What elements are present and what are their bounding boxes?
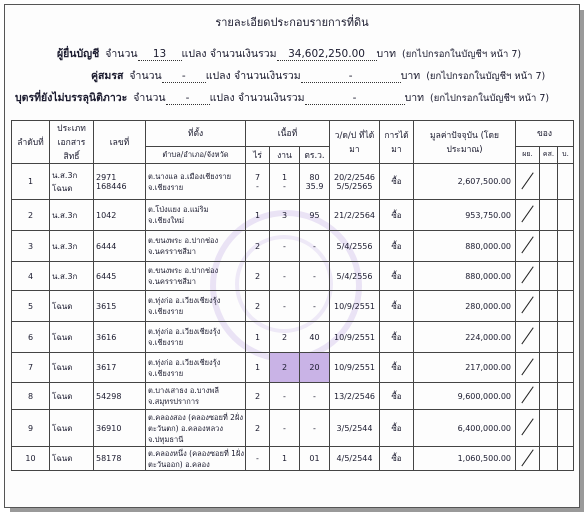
cell-ngan <box>270 262 300 291</box>
cell-wa <box>300 353 330 383</box>
cell-value: - <box>283 391 286 401</box>
cell-rai <box>246 164 270 200</box>
cell-own-self <box>516 383 540 410</box>
cell-acquire: ซื้อ <box>380 353 414 383</box>
page-title: รายละเอียดประกอบรายการที่ดิน <box>215 16 369 29</box>
cell-value: - <box>313 271 316 281</box>
cell-doc-no <box>94 200 146 231</box>
cell-line: 80 <box>309 172 320 182</box>
cell-ngan <box>270 231 300 262</box>
cell-value: - <box>313 391 316 401</box>
cell-value: 5/4/2556 <box>336 241 373 251</box>
cell-no: 4 <box>12 262 50 291</box>
cell-own-spouse <box>540 410 558 447</box>
cell-acquire: ซื้อ <box>380 200 414 231</box>
cell-value: 58178 <box>96 454 122 463</box>
table-row <box>12 164 574 200</box>
summary-note: (ยกไปกรอกในบัญชีฯ หน้า 7) <box>430 93 550 104</box>
cell-ngan <box>270 353 300 383</box>
cell-line: น.ส.3ก <box>52 170 78 180</box>
summary-amount: 34,602,250.00 <box>277 48 377 61</box>
cell-value: - <box>313 301 316 311</box>
cell-ngan <box>270 383 300 410</box>
table-row <box>12 322 574 353</box>
table-row <box>12 200 574 231</box>
summary-currency: บาท <box>400 70 421 82</box>
summary-amount: - <box>305 92 405 105</box>
col-acquire: การได้มา <box>380 121 414 164</box>
cell-own-self <box>516 447 540 471</box>
summary-note: (ยกไปกรอกในบัญชีฯ หน้า 7) <box>426 71 546 82</box>
cell-doc-no <box>94 410 146 447</box>
cell-value: น.ส.3ก <box>52 241 78 251</box>
cell-own-child <box>558 383 574 410</box>
cell-rai <box>246 353 270 383</box>
cell-doc-no <box>94 353 146 383</box>
cell-ngan <box>270 164 300 200</box>
cell-date <box>330 353 380 383</box>
cell-value: 1,060,500.00 <box>414 447 516 471</box>
cell-location: ต.คลองหนึ่ง (คลองซอยที่ 1ฝั่งตะวันออก) อ.คลอง <box>146 447 246 471</box>
cell-location: ต.นางแล อ.เมืองเชียงราย จ.เชียงราย <box>146 164 246 200</box>
cell-own-spouse <box>540 322 558 353</box>
cell-value: 2 <box>281 363 288 372</box>
cell-value: 36910 <box>96 423 122 433</box>
cell-own-child <box>558 447 574 471</box>
cell-value: - <box>283 241 286 251</box>
cell-value: 2 <box>254 241 261 251</box>
summary-amount-label: แปลง จำนวนเงินรวม <box>181 48 277 60</box>
cell-value: 880,000.00 <box>414 231 516 262</box>
check-mark-icon <box>521 449 535 467</box>
cell-value: - <box>283 423 286 433</box>
cell-date <box>330 410 380 447</box>
cell-rai <box>246 447 270 471</box>
cell-date <box>330 262 380 291</box>
summary-note: (ยกไปกรอกในบัญชีฯ หน้า 7) <box>402 49 522 60</box>
cell-value: 3 <box>281 210 288 220</box>
cell-value: 2 <box>254 423 261 433</box>
check-mark-icon <box>521 172 535 190</box>
cell-no: 3 <box>12 231 50 262</box>
cell-own-spouse <box>540 447 558 471</box>
cell-date <box>330 200 380 231</box>
cell-rai <box>246 231 270 262</box>
cell-rai <box>246 410 270 447</box>
cell-date <box>330 231 380 262</box>
cell-ngan <box>270 322 300 353</box>
check-mark-icon <box>521 236 535 254</box>
cell-location: ต.ทุ่งก่อ อ.เวียงเชียงรุ้ง จ.เชียงราย <box>146 291 246 322</box>
check-mark-icon <box>521 266 535 284</box>
cell-value: - <box>283 301 286 311</box>
cell-value: 95 <box>309 210 320 220</box>
table-row <box>12 447 574 471</box>
cell-doc-type <box>50 200 94 231</box>
cell-value: 2 <box>254 271 261 281</box>
cell-value: - <box>313 423 316 433</box>
cell-value: น.ส.3ก <box>52 210 78 220</box>
cell-doc-type <box>50 262 94 291</box>
summary-amount-label: แปลง จำนวนเงินรวม <box>205 70 301 82</box>
col-doc-no: เลขที่ <box>94 121 146 164</box>
cell-value: 01 <box>309 454 320 463</box>
col-area: เนื้อที่ <box>246 121 330 147</box>
cell-location: ต.บางเสาธง อ.บางพลี จ.สมุทรปราการ <box>146 383 246 410</box>
cell-value: 1 <box>281 454 288 463</box>
check-mark-icon <box>521 358 535 376</box>
col-own-spouse: คส. <box>540 146 558 163</box>
cell-value: 880,000.00 <box>414 262 516 291</box>
cell-value: 1 <box>254 210 261 220</box>
cell-value: 6445 <box>96 271 117 281</box>
col-owner: ของ <box>516 121 574 147</box>
cell-doc-type <box>50 231 94 262</box>
table-row <box>12 410 574 447</box>
cell-value: 10/9/2551 <box>333 332 376 342</box>
cell-value: 3/5/2544 <box>336 423 373 433</box>
cell-value: 6,400,000.00 <box>414 410 516 447</box>
col-date: ว/ด/ป ที่ได้มา <box>330 121 380 164</box>
cell-date <box>330 383 380 410</box>
col-rai: ไร่ <box>246 146 270 163</box>
summary-line <box>57 45 521 62</box>
table-row <box>12 291 574 322</box>
cell-no: 9 <box>12 410 50 447</box>
cell-doc-type <box>50 353 94 383</box>
summary-count-label: จำนวน <box>129 70 162 82</box>
cell-wa <box>300 410 330 447</box>
cell-wa <box>300 291 330 322</box>
summary-count-label: จำนวน <box>105 48 138 60</box>
cell-line: 2971 <box>96 172 117 182</box>
cell-doc-type <box>50 322 94 353</box>
summary-count-label: จำนวน <box>133 92 166 104</box>
summary-role: ผู้ยื่นบัญชี <box>57 48 100 60</box>
cell-location: ต.ขนงพระ อ.ปากช่อง จ.นครราชสีมา <box>146 231 246 262</box>
summary-amount: - <box>301 70 401 83</box>
cell-doc-no <box>94 291 146 322</box>
cell-own-self <box>516 262 540 291</box>
table-row <box>12 353 574 383</box>
cell-own-child <box>558 200 574 231</box>
cell-value: โฉนด <box>52 363 73 372</box>
cell-value: 224,000.00 <box>414 322 516 353</box>
cell-own-spouse <box>540 353 558 383</box>
col-doc-type: ประเภทเอกสารสิทธิ์ <box>50 121 94 164</box>
cell-no: 5 <box>12 291 50 322</box>
cell-doc-no <box>94 164 146 200</box>
cell-line: - <box>283 181 286 191</box>
check-mark-icon <box>521 205 535 223</box>
cell-ngan <box>270 410 300 447</box>
cell-location: ต.โป่งแยง อ.แม่ริม จ.เชียงใหม่ <box>146 200 246 231</box>
cell-value: โฉนด <box>52 454 73 463</box>
cell-own-child <box>558 322 574 353</box>
cell-value: 21/2/2564 <box>333 210 376 220</box>
cell-no: 7 <box>12 353 50 383</box>
cell-doc-no <box>94 447 146 471</box>
cell-doc-type <box>50 383 94 410</box>
cell-doc-no <box>94 262 146 291</box>
cell-acquire: ซื้อ <box>380 262 414 291</box>
cell-location: ต.ทุ่งก่อ อ.เวียงเชียงรุ้ง จ.เชียงราย <box>146 353 246 383</box>
cell-own-spouse <box>540 383 558 410</box>
cell-no: 10 <box>12 447 50 471</box>
cell-doc-no <box>94 322 146 353</box>
cell-value: 20 <box>309 363 320 372</box>
cell-value: - <box>283 271 286 281</box>
summary-line <box>15 89 549 106</box>
cell-own-self <box>516 322 540 353</box>
cell-no: 1 <box>12 164 50 200</box>
cell-own-self <box>516 200 540 231</box>
cell-rai <box>246 200 270 231</box>
col-wa: ตร.ว. <box>300 146 330 163</box>
cell-value: 1042 <box>96 210 117 220</box>
cell-no: 8 <box>12 383 50 410</box>
table-row <box>12 383 574 410</box>
col-own-self: ผย. <box>516 146 540 163</box>
cell-line: 1 <box>281 172 288 182</box>
cell-value: 2,607,500.00 <box>414 164 516 200</box>
col-location: ที่ตั้ง <box>146 121 246 147</box>
cell-value: 10/9/2551 <box>333 363 376 372</box>
cell-own-child <box>558 291 574 322</box>
cell-line: 7 <box>254 172 261 182</box>
cell-line: - <box>256 181 259 191</box>
cell-date <box>330 291 380 322</box>
cell-location: ต.คลองสอง (คลองซอยที่ 2ฝั่งตะวันตก) อ.คลองหลวง จ.ปทุมธานี <box>146 410 246 447</box>
cell-own-child <box>558 164 574 200</box>
cell-line: 35.9 <box>305 181 324 191</box>
cell-own-child <box>558 231 574 262</box>
summary-currency: บาท <box>404 92 425 104</box>
cell-value: 3617 <box>96 363 117 372</box>
cell-date <box>330 447 380 471</box>
cell-value: 5/4/2556 <box>336 271 373 281</box>
cell-rai <box>246 383 270 410</box>
cell-value: 2 <box>254 391 261 401</box>
cell-wa <box>300 322 330 353</box>
cell-rai <box>246 262 270 291</box>
cell-acquire: ซื้อ <box>380 383 414 410</box>
cell-wa <box>300 200 330 231</box>
cell-wa <box>300 447 330 471</box>
summary-amount-label: แปลง จำนวนเงินรวม <box>209 92 305 104</box>
cell-line: โฉนด <box>52 183 73 193</box>
cell-wa <box>300 383 330 410</box>
cell-doc-type <box>50 447 94 471</box>
col-no: ลำดับที่ <box>12 121 50 164</box>
cell-value: 1 <box>254 332 261 342</box>
cell-rai <box>246 291 270 322</box>
cell-value: 953,750.00 <box>414 200 516 231</box>
summary-count: - <box>162 70 206 83</box>
cell-value: 4/5/2544 <box>336 454 373 463</box>
cell-location: ต.ขนงพระ อ.ปากช่อง จ.นครราชสีมา <box>146 262 246 291</box>
cell-wa <box>300 164 330 200</box>
cell-value: 217,000.00 <box>414 353 516 383</box>
cell-value: - <box>256 454 259 463</box>
table-row <box>12 262 574 291</box>
cell-own-spouse <box>540 291 558 322</box>
cell-acquire: ซื้อ <box>380 447 414 471</box>
cell-ngan <box>270 291 300 322</box>
cell-own-child <box>558 410 574 447</box>
land-table <box>11 120 574 471</box>
check-mark-icon <box>521 418 535 436</box>
document-page <box>4 4 580 508</box>
summary-role: บุตรที่ยังไม่บรรลุนิติภาวะ <box>15 92 128 104</box>
cell-date <box>330 322 380 353</box>
cell-line: 168446 <box>96 181 127 191</box>
cell-acquire: ซื้อ <box>380 164 414 200</box>
cell-value: 1 <box>254 363 261 372</box>
cell-value: โฉนด <box>52 332 73 342</box>
cell-doc-type <box>50 410 94 447</box>
cell-own-spouse <box>540 200 558 231</box>
cell-own-self <box>516 291 540 322</box>
cell-own-spouse <box>540 262 558 291</box>
cell-value: โฉนด <box>52 391 73 401</box>
cell-own-spouse <box>540 164 558 200</box>
cell-value: - <box>313 241 316 251</box>
cell-own-spouse <box>540 231 558 262</box>
summary-count: 13 <box>138 48 182 61</box>
cell-acquire: ซื้อ <box>380 291 414 322</box>
cell-line: 5/5/2565 <box>336 181 373 191</box>
cell-doc-no <box>94 383 146 410</box>
cell-acquire: ซื้อ <box>380 231 414 262</box>
cell-no: 6 <box>12 322 50 353</box>
cell-value: น.ส.3ก <box>52 271 78 281</box>
cell-value: 2 <box>254 301 261 311</box>
cell-value: 6444 <box>96 241 117 251</box>
cell-rai <box>246 322 270 353</box>
cell-value: 3615 <box>96 301 117 311</box>
cell-no: 2 <box>12 200 50 231</box>
cell-line: 20/2/2546 <box>333 172 376 182</box>
col-ngan: งาน <box>270 146 300 163</box>
table-row <box>12 231 574 262</box>
cell-value: 3616 <box>96 332 117 342</box>
col-own-child: บ. <box>558 146 574 163</box>
check-mark-icon <box>521 296 535 314</box>
cell-own-self <box>516 164 540 200</box>
cell-wa <box>300 231 330 262</box>
cell-location: ต.ทุ่งก่อ อ.เวียงเชียงรุ้ง จ.เชียงราย <box>146 322 246 353</box>
cell-value: 280,000.00 <box>414 291 516 322</box>
cell-value: 54298 <box>96 391 122 401</box>
summary-role: คู่สมรส <box>91 70 124 82</box>
cell-doc-type <box>50 164 94 200</box>
col-value: มูลค่าปัจจุบัน (โดยประมาณ) <box>414 121 516 164</box>
land-table-body <box>12 164 574 471</box>
cell-value: 2 <box>281 332 288 342</box>
summary-line <box>91 67 545 84</box>
cell-acquire: ซื้อ <box>380 322 414 353</box>
cell-value: 10/9/2551 <box>333 301 376 311</box>
cell-wa <box>300 262 330 291</box>
cell-value: 9,600,000.00 <box>414 383 516 410</box>
cell-doc-type <box>50 291 94 322</box>
cell-value: 13/2/2546 <box>333 391 376 401</box>
cell-value: 40 <box>309 332 320 342</box>
cell-value: โฉนด <box>52 423 73 433</box>
summary-currency: บาท <box>376 48 397 60</box>
cell-value: โฉนด <box>52 301 73 311</box>
cell-date <box>330 164 380 200</box>
cell-own-child <box>558 262 574 291</box>
col-location-sub: ตำบล/อำเภอ/จังหวัด <box>146 146 246 163</box>
summary-count: - <box>166 92 210 105</box>
cell-own-self <box>516 410 540 447</box>
cell-ngan <box>270 447 300 471</box>
cell-own-self <box>516 353 540 383</box>
check-mark-icon <box>521 386 535 404</box>
cell-acquire: ซื้อ <box>380 410 414 447</box>
cell-own-child <box>558 353 574 383</box>
cell-ngan <box>270 200 300 231</box>
cell-doc-no <box>94 231 146 262</box>
check-mark-icon <box>521 327 535 345</box>
cell-own-self <box>516 231 540 262</box>
